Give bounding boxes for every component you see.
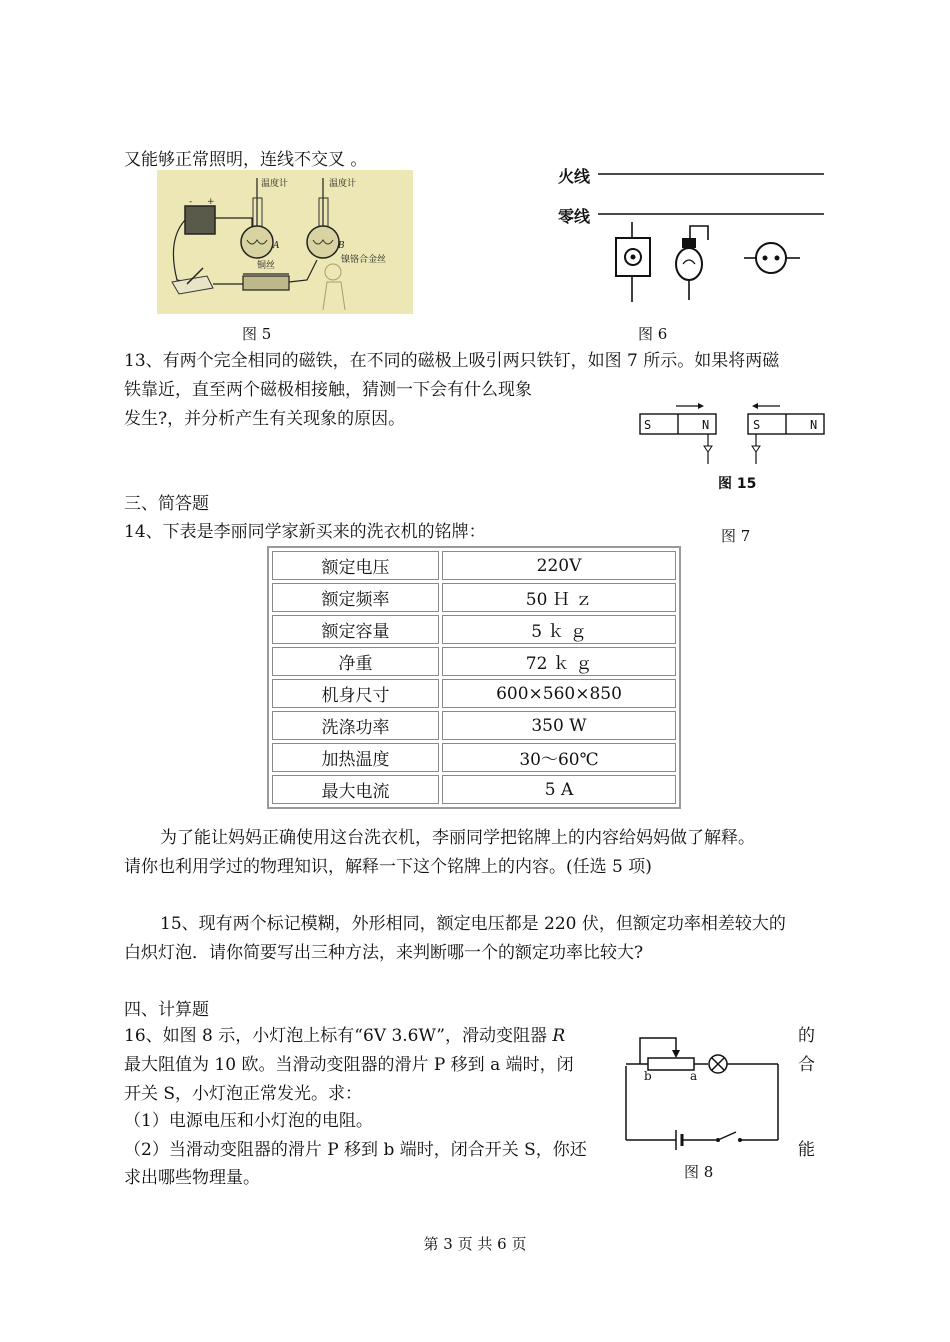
nameplate-table (267, 546, 681, 809)
fig7-inner-caption: 图 15 (718, 476, 757, 492)
nameplate-row (272, 743, 676, 772)
fig7-caption: 图 7 (721, 527, 751, 545)
q13-line-2: 铁靠近，直至两个磁极相接触，猜测一下会有什么现象 (124, 380, 532, 400)
nameplate-value: 600×560×850 (442, 679, 676, 708)
nameplate-value: 50 Ｈ ｚ (442, 583, 676, 612)
fig5-label-copper: 铜丝 (257, 261, 276, 271)
nameplate-value: 5 A (442, 775, 676, 804)
fig8-caption: 图 8 (684, 1163, 714, 1181)
svg-text:-: - (189, 197, 193, 207)
q16-line-1 (124, 1024, 565, 1048)
nameplate-key: 额定频率 (272, 583, 439, 612)
q16-line-5: （2）当滑动变阻器的滑片 P 移到 b 端时，闭合开关 S，你还 (124, 1140, 587, 1160)
nameplate-row (272, 679, 676, 708)
fig7-magnets-diagram (636, 398, 836, 494)
nameplate-row (272, 615, 676, 644)
fig8-label-b: b (644, 1069, 652, 1083)
fig5-experiment-image (157, 170, 413, 314)
fig6-live-wire-label: 火线 (558, 167, 591, 186)
nameplate-row (272, 551, 676, 580)
nameplate-value: 72 ｋ ｇ (442, 647, 676, 676)
fig5-label-b: B (338, 241, 345, 251)
fig7-left-magnet-s: S (644, 418, 652, 432)
fig8-label-a: a (690, 1069, 698, 1083)
nameplate-key: 加热温度 (272, 743, 439, 772)
fig8-circuit-diagram (620, 1030, 786, 1150)
q16-line-4: （1）电源电压和小灯泡的电阻。 (124, 1111, 373, 1131)
nameplate-value: 220V (442, 551, 676, 580)
fig5-label-a: A (273, 241, 280, 251)
q16-line-2: 最大阻值为 10 欧。当滑动变阻器的滑片 P 移到 a 端时，闭 (124, 1055, 574, 1075)
fig6-wiring-diagram (552, 160, 832, 310)
nameplate-row (272, 583, 676, 612)
q16-var-r: R (552, 1026, 566, 1046)
fig7-right-magnet-s: S (753, 418, 761, 432)
fig5-label-thermometer-left: 温度计 (261, 179, 289, 189)
nameplate-key: 洗涤功率 (272, 711, 439, 740)
nameplate-value: 30～60℃ (442, 743, 676, 772)
nameplate-row (272, 647, 676, 676)
q16-line-1-end: 的 (798, 1026, 815, 1046)
section-3-heading: 三、简答题 (124, 494, 209, 514)
nameplate-key: 额定电压 (272, 551, 439, 580)
nameplate-row (272, 711, 676, 740)
q13-line-3: 发生?，并分析产生有关现象的原因。 (124, 409, 406, 429)
section-4-heading: 四、计算题 (124, 1000, 209, 1020)
q16-line-2-end: 合 (798, 1055, 815, 1075)
q16-line-3: 开关 S，小灯泡正常发光。求： (124, 1084, 363, 1104)
svg-text:+: + (207, 197, 215, 207)
q16-line-6: 求出哪些物理量。 (124, 1168, 260, 1188)
nameplate-key: 净重 (272, 647, 439, 676)
fig7-left-magnet-n: N (702, 418, 710, 432)
q13-line-1: 13、有两个完全相同的磁铁，在不同的磁极上吸引两只铁钉，如图 7 所示。如果将两磁 (124, 351, 780, 371)
fig6-neutral-wire-label: 零线 (558, 207, 591, 226)
q15-line-1: 15、现有两个标记模糊，外形相同，额定电压都是 220 伏，但额定功率相差较大的 (160, 914, 786, 934)
fig5-label-nichrome: 镍铬合金丝 (341, 255, 387, 265)
q15-line-2: 白炽灯泡．请你简要写出三种方法，来判断哪一个的额定功率比较大? (124, 943, 644, 963)
q16-line-5-end: 能 (798, 1140, 815, 1160)
nameplate-key: 机身尺寸 (272, 679, 439, 708)
q14-para-line-2: 请你也利用学过的物理知识，解释一下这个铭牌上的内容。(任选 5 项) (124, 857, 652, 877)
nameplate-value: 350 W (442, 711, 676, 740)
fig6-caption: 图 6 (638, 325, 668, 343)
fig5-caption: 图 5 (242, 325, 272, 343)
nameplate-key: 额定容量 (272, 615, 439, 644)
q14-para-line-1: 为了能让妈妈正确使用这台洗衣机，李丽同学把铭牌上的内容给妈妈做了解释。 (160, 828, 755, 848)
nameplate-value: 5 ｋ ｇ (442, 615, 676, 644)
q14-intro: 14、下表是李丽同学家新买来的洗衣机的铭牌： (124, 522, 486, 542)
fig7-right-magnet-n: N (810, 418, 818, 432)
page-footer: 第 3 页 共 6 页 (423, 1235, 527, 1253)
q16-line-1-text: 16、如图 8 示，小灯泡上标有“6V 3.6W”，滑动变阻器 (124, 1026, 547, 1046)
nameplate-key: 最大电流 (272, 775, 439, 804)
intro-line: 又能够正常照明，连线不交叉 。 (124, 150, 368, 170)
fig5-label-thermometer-right: 温度计 (329, 179, 357, 189)
nameplate-row (272, 775, 676, 804)
